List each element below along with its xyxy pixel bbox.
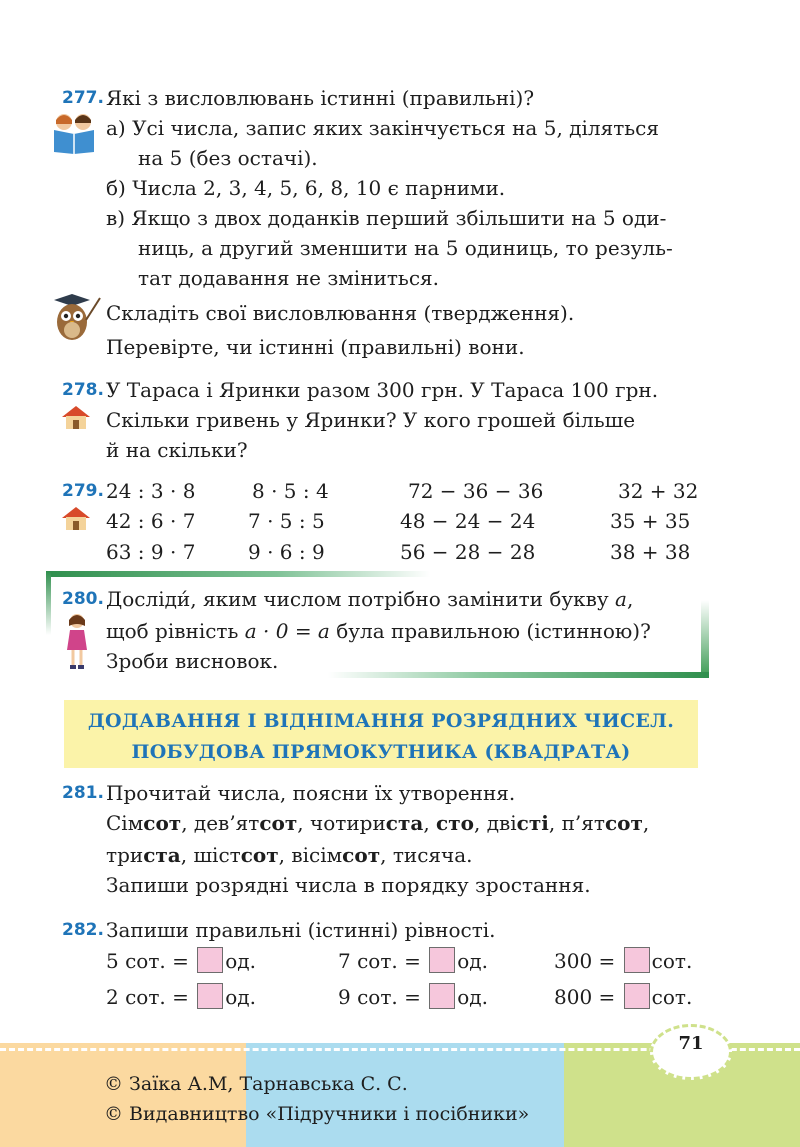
number-word: триста, xyxy=(106,843,194,867)
number-word: тисяча. xyxy=(392,843,473,867)
task-281-line1: Прочитай числа, поясни їх утворення. xyxy=(106,781,516,805)
number-word: шістсот, xyxy=(193,843,292,867)
task-277-c-line1: в) Якщо з двох доданків перший збільшити на 5 оди- xyxy=(106,206,667,230)
equation-r1c2: 7 сот. = од. xyxy=(338,949,488,973)
frame-left xyxy=(46,571,51,635)
frame-right xyxy=(701,600,709,678)
answer-box[interactable] xyxy=(197,983,223,1009)
task-277-a-line2: на 5 (без остачі). xyxy=(138,146,318,170)
task-281-line2 xyxy=(106,808,649,838)
task-280-line1: Досліди́, яким числом потрібно замінити букву a, xyxy=(106,587,634,611)
number-word: дев’ятсот, xyxy=(193,811,310,835)
section-title-line2: ПОБУДОВА ПРЯМОКУТНИКА (КВАДРАТА) xyxy=(131,741,631,763)
expr-r1c3: 72 − 36 − 36 xyxy=(408,479,544,503)
task-280-line2: щоб рівність a · 0 = a була правильною (істинною)? xyxy=(106,619,651,643)
task-281-line3 xyxy=(106,840,473,870)
task-number-277: 277. xyxy=(62,88,104,108)
task-278-line2: Скільки гривень у Яринки? У кого грошей більше xyxy=(106,408,636,432)
expr-r2c2: 7 · 5 : 5 xyxy=(248,509,325,533)
expr-r3c4: 38 + 38 xyxy=(610,540,691,564)
task-277-check: Перевірте, чи істинні (правильні) вони. xyxy=(106,335,525,359)
frame-bottom xyxy=(328,672,709,678)
expr-r2c4: 35 + 35 xyxy=(610,509,691,533)
expr-r1c2: 8 · 5 : 4 xyxy=(252,479,329,503)
task-number-282: 282. xyxy=(62,920,104,940)
owl-teacher-icon xyxy=(50,290,104,344)
house-homework-icon xyxy=(60,505,92,531)
task-277-question: Які з висловлювань істинні (правильні)? xyxy=(106,86,535,110)
expr-r3c1: 63 : 9 · 7 xyxy=(106,540,196,564)
task-277-c-line3: тат додавання не зміниться. xyxy=(138,266,439,290)
girl-thinking-icon xyxy=(62,612,92,670)
copyright-publisher: © Видавництво «Підручники і посібники» xyxy=(104,1103,530,1125)
task-number-279: 279. xyxy=(62,481,104,501)
section-title-line1: ДОДАВАННЯ І ВІДНІМАННЯ РОЗРЯДНИХ ЧИСЕЛ. xyxy=(87,710,675,732)
answer-box[interactable] xyxy=(429,983,455,1009)
equation-r2c1: 2 сот. = од. xyxy=(106,985,256,1009)
task-282-line1: Запиши правильні (істинні) рівності. xyxy=(106,918,496,942)
house-homework-icon xyxy=(60,404,92,430)
task-277-c-line2: ниць, а другий зменшити на 5 одиниць, то резуль- xyxy=(138,236,673,260)
equation-r1c3: 300 = сот. xyxy=(554,949,693,973)
equation-r2c2: 9 сот. = од. xyxy=(338,985,488,1009)
answer-box[interactable] xyxy=(197,947,223,973)
copyright-authors: © Заїка А.М, Тарнавська С. С. xyxy=(104,1073,408,1095)
expr-r3c2: 9 · 6 : 9 xyxy=(248,540,325,564)
task-number-278: 278. xyxy=(62,380,104,400)
task-277-own-statements: Складіть свої висловлювання (твердження). xyxy=(106,301,575,325)
task-277-a-line1: а) Усі числа, запис яких закінчується на 5, діляться xyxy=(106,116,659,140)
expr-r1c1: 24 : 3 · 8 xyxy=(106,479,196,503)
task-278-line1: У Тараса і Яринки разом 300 грн. У Тараса 100 грн. xyxy=(106,378,659,402)
equation-r1c1: 5 сот. = од. xyxy=(106,949,256,973)
kids-reading-book-icon xyxy=(50,112,98,154)
number-word: Сімсот, xyxy=(106,811,194,835)
expr-r2c3: 48 − 24 − 24 xyxy=(400,509,536,533)
answer-box[interactable] xyxy=(624,983,650,1009)
page-number: 71 xyxy=(678,1033,704,1054)
number-word: п’ятсот, xyxy=(561,811,650,835)
frame-top xyxy=(46,571,430,577)
task-278-line3: й на скільки? xyxy=(106,438,248,462)
task-281-line4: Запиши розрядні числа в порядку зростання. xyxy=(106,873,591,897)
answer-box[interactable] xyxy=(429,947,455,973)
expr-r3c3: 56 − 28 − 28 xyxy=(400,540,536,564)
task-number-280: 280. xyxy=(62,589,104,609)
task-277-b: б) Числа 2, 3, 4, 5, 6, 8, 10 є парними. xyxy=(106,176,506,200)
number-word: чотириста, xyxy=(310,811,437,835)
task-280-line3: Зроби висновок. xyxy=(106,649,279,673)
expr-r2c1: 42 : 6 · 7 xyxy=(106,509,196,533)
number-word: вісімсот, xyxy=(291,843,393,867)
equation-r2c3: 800 = сот. xyxy=(554,985,693,1009)
number-word: двісті, xyxy=(486,811,562,835)
answer-box[interactable] xyxy=(624,947,650,973)
expr-r1c4: 32 + 32 xyxy=(618,479,699,503)
number-word: сто, xyxy=(436,811,487,835)
task-number-281: 281. xyxy=(62,783,104,803)
